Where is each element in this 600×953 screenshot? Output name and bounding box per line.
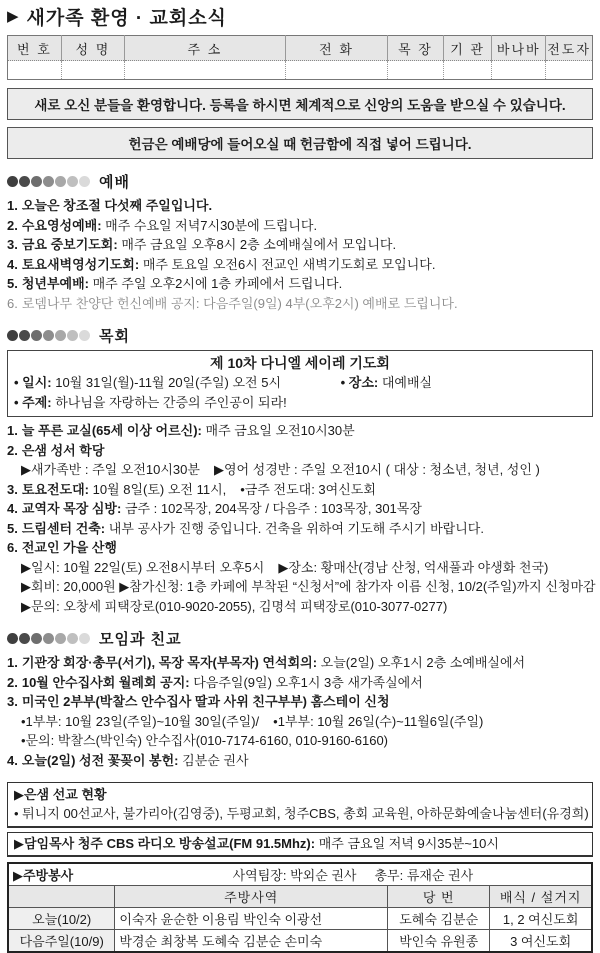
table-row	[8, 930, 592, 953]
col-header-duty: 주방사역	[115, 886, 388, 908]
col-header-evangelist: 전도자	[546, 36, 593, 61]
radio-broadcast-box: ▶담임목사 청주 CBS 라디오 방송설교(FM 91.5Mhz): 매주 금요일 저녁 9시35분~10시	[7, 832, 593, 857]
list-item: 6. 전교인 가을 산행	[7, 540, 117, 555]
col-header-mokjang: 목 장	[388, 36, 444, 61]
col-header-org: 기 관	[443, 36, 492, 61]
col-header-serving: 배식 / 설거지	[490, 886, 592, 908]
section-title: 모임과 친교	[99, 631, 182, 648]
list-item: 4. 오늘(2일) 성전 꽃꽂이 봉헌: 김분순 권사	[7, 752, 249, 768]
newcomer-empty-row	[8, 61, 593, 80]
col-header-phone: 전 화	[285, 36, 387, 61]
col-header-blank	[8, 886, 115, 908]
list-item: 2. 10월 안수집사회 월례회 공지: 다음주일(9일) 오후1시 3층 새가족실에서	[7, 674, 423, 690]
mission-box-title: ▶은샘 선교 현황	[14, 787, 107, 802]
kitchen-duty: 이숙자 윤순한 이용림 박인숙 이광선	[115, 908, 388, 930]
list-item: 4. 교역자 목장 심방: 금주 : 102목장, 204목장 / 다음주 : 103목장, 301목장	[7, 501, 422, 516]
list-item: 5. 청년부예배: 매주 주일 오후2시에 1층 카페에서 드립니다.	[7, 276, 343, 291]
list-subitem: ▶새가족반 : 주일 오전10시30분 ▶영어 성경반 : 주일 오전10시 ( 대상 : 청소년, 청년, 성인 )	[21, 462, 540, 477]
kitchen-serving: 1, 2 여신도회	[490, 908, 592, 930]
newcomer-table	[7, 35, 593, 80]
kitchen-header-row	[8, 886, 592, 908]
section-dots-icon	[7, 176, 90, 187]
section-header-pastoral	[7, 325, 593, 346]
list-item: 3. 토요전도대: 10월 8일(토) 오전 11시, •금주 전도대: 3여신도회	[7, 481, 376, 497]
list-item: 4. 토요새벽영성기도회: 매주 토요일 오전6시 전교인 새벽기도회로 모입니다.	[7, 256, 436, 272]
kitchen-when: 다음주일(10/9)	[8, 930, 115, 953]
newcomer-header-row	[8, 36, 593, 61]
kitchen-leaders: 사역팀장: 박외순 권사 총무: 류재순 권사	[115, 863, 592, 886]
kitchen-charge: 도혜숙 김분순	[388, 908, 490, 930]
fellowship-list	[7, 653, 593, 770]
kitchen-when: 오늘(10/2)	[8, 908, 115, 930]
section-dots-icon	[7, 633, 90, 644]
col-header-no: 번 호	[8, 36, 62, 61]
mission-status-box	[7, 782, 593, 828]
list-subitem: •문의: 박찰스(박인숙) 안수집사(010-7174-6160, 010-9160-6160)	[21, 733, 388, 748]
list-item: 2. 은샘 성서 학당	[7, 442, 105, 458]
page-title-text: 새가족 환영 · 교회소식	[26, 8, 227, 29]
title-arrow-icon: ▶	[7, 8, 19, 25]
list-item: 1. 늘 푸른 교실(65세 이상 어르신): 매주 금요일 오전10시30분	[7, 423, 355, 438]
section-title: 목회	[99, 328, 130, 345]
kitchen-title: ▶주방봉사	[8, 863, 115, 886]
col-header-name: 성 명	[61, 36, 124, 61]
daniel-prayer-box	[7, 350, 593, 417]
list-item: 3. 미국인 2부부(박찰스 안수집사 딸과 사위 친구부부) 홈스테이 신청	[7, 694, 390, 709]
daniel-box-date-place: • 일시: 10월 31일(월)-11월 20일(주일) 오전 5시 • 장소: 대예배실	[14, 375, 433, 390]
mission-box-line: • 튀니지 00선교사, 불가리아(김영중), 두평교회, 청주CBS, 총회 교육원, 아하문화예술나눔센터(유경희)	[14, 806, 589, 821]
pastoral-list	[7, 421, 596, 616]
section-title: 예배	[99, 174, 130, 191]
list-subitem: •1부부: 10월 23일(주일)~10월 30일(주일)/ •1부부: 10월 26일(수)~11월6일(주일)	[21, 713, 484, 729]
col-header-charge: 당 번	[388, 886, 490, 908]
list-item: 5. 드림센터 건축: 내부 공사가 진행 중입니다. 건축을 위하여 기도해 주시기 바랍니다.	[7, 520, 484, 536]
section-header-worship	[7, 171, 593, 192]
list-item: 1. 오늘은 창조절 다섯째 주일입니다.	[7, 198, 213, 213]
daniel-box-title: 제 10차 다니엘 세이레 기도회	[210, 355, 390, 371]
table-row	[8, 908, 592, 930]
worship-list	[7, 196, 593, 313]
list-subitem: ▶일시: 10월 22일(토) 오전8시부터 오후5시 ▶장소: 황매산(경남 산청, 억새풀과 야생화 천국)	[21, 559, 549, 575]
list-item: 6. 로뎀나무 찬양단 헌신예배 공지: 다음주일(9일) 4부(오후2시) 예배로 드립니다.	[7, 295, 458, 311]
page-title	[7, 3, 593, 30]
section-dots-icon	[7, 330, 90, 341]
kitchen-charge: 박인숙 유원종	[388, 930, 490, 953]
list-item: 2. 수요영성예배: 매주 수요일 저녁7시30분에 드립니다.	[7, 217, 318, 233]
list-subitem: ▶회비: 20,000원 ▶참가신청: 1층 카페에 부착된 “신청서”에 참가자 이름 신청, 10/2(주일)까지 신청마감	[21, 579, 596, 594]
kitchen-serving: 3 여신도회	[490, 930, 592, 953]
list-subitem: ▶문의: 오창세 피택장로(010-9020-2055), 김명석 피택장로(010-3077-0277)	[21, 598, 448, 614]
list-item: 3. 금요 중보기도회: 매주 금요일 오후8시 2층 소예배실에서 모입니다.	[7, 237, 397, 252]
col-header-address: 주 소	[124, 36, 285, 61]
list-item: 1. 기관장 회장·총무(서기), 목장 목자(부목자) 연석회의: 오늘(2일) 오후1시 2층 소예배실에서	[7, 655, 526, 670]
offering-notice: 헌금은 예배당에 들어오실 때 헌금함에 직접 넣어 드립니다.	[7, 127, 593, 159]
kitchen-duty: 박경순 최창복 도혜숙 김분순 손미숙	[115, 930, 388, 953]
welcome-notice: 새로 오신 분들을 환영합니다. 등록을 하시면 체계적으로 신앙의 도움을 받으실 수 있습니다.	[7, 88, 593, 120]
kitchen-service-table	[7, 862, 593, 953]
section-header-fellowship	[7, 628, 593, 649]
daniel-box-theme: • 주제: 하나님을 자랑하는 간증의 주인공이 되라!	[14, 394, 287, 410]
kitchen-title-row	[8, 863, 592, 886]
col-header-barnabas: 바나바	[492, 36, 546, 61]
